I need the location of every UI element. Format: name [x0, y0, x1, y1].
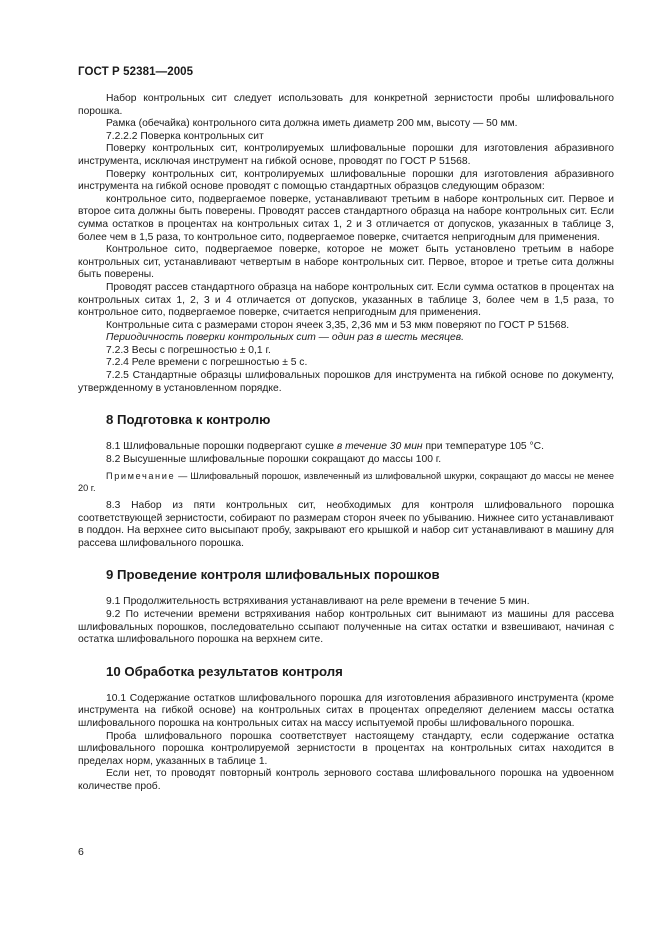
document-body	[78, 93, 614, 794]
note	[78, 471, 614, 495]
paragraph: 9.1 Продолжительность встряхивания устанавливают на реле времени в течение 5 мин.	[106, 596, 530, 608]
paragraph: Контрольное сито, подвергаемое поверке, которое не может быть установлено третьим в наборе контрольных сит, устанавливают четвертым в наборе контрольных сит. Первое, второе и третье сита должны быть поверены.	[78, 244, 614, 281]
note-text: — Шлифовальный порошок, извлеченный из шлифовальной шкурки, сокращают до массы не менее 20 г.	[78, 471, 614, 494]
paragraph: Если нет, то проводят повторный контроль зернового состава шлифовального порошка на удвоенном количестве проб.	[78, 768, 614, 792]
paragraph: 8.2 Высушенные шлифовальные порошки сокращают до массы 100 г.	[106, 453, 442, 465]
paragraph: 10.1 Содержание остатков шлифовального порошка для изготовления абразивного инструмента (кроме инструмента на гибкой основе) на контрольных ситах в процентах определяют делением массы остатка шлифовального порошка на контрольных ситах на массу испытуемой пробы шлифовального порошка.	[78, 692, 614, 729]
paragraph: 7.2.3 Весы с погрешностью ± 0,1 г.	[106, 344, 271, 356]
paragraph: контрольное сито, подвергаемое поверке, устанавливают третьим в наборе контрольных сит. Первое и второе сита должны быть поверены. Проводят рассев стандартного образца на наборе контрольных сит. Если сумма остатков в процентах на контрольных ситах 1, 2 и 3 отличается от допусков, указанных в таблице 3, более чем в 1,5 раза, то контрольное сито, подвергаемое поверке, считается непригодным для применения.	[78, 193, 614, 243]
paragraph: Поверку контрольных сит, контролируемых шлифовальные порошки для изготовления абразивного инструмента, исключая инструмент на гибкой основе, проводят по ГОСТ Р 51568.	[78, 143, 614, 167]
section-10-title: 10 Обработка результатов контроля	[106, 663, 343, 679]
paragraph	[78, 441, 614, 454]
page-number: 6	[78, 846, 84, 858]
paragraph: 7.2.5 Стандартные образцы шлифовальных порошков для инструмента на гибкой основе по документу, утвержденному в установленном порядке.	[78, 370, 614, 394]
paragraph: 8.3 Набор из пяти контрольных сит, необходимых для контроля шлифовального порошка соответствующей зернистости, собирают по размерам сторон ячеек по убыванию. Нижнее сито устанавливают в поддон. На верхнее сито высыпают пробу, закрывают его крышкой и набор сит устанавливают в машину для рассева шлифовального порошка.	[78, 500, 614, 549]
paragraph: Проба шлифовального порошка соответствует настоящему стандарту, если содержание остатка шлифовального порошка контролируемой зернистости в процентах на контрольных ситах находится в пределах норм, указанных в таблице 1.	[78, 730, 614, 767]
text-span: 8.1 Шлифовальные порошки подвергают сушке	[106, 441, 337, 453]
paragraph: Контрольные сита с размерами сторон ячеек 3,35, 2,36 мм и 53 мкм поверяют по ГОСТ Р 51568.	[106, 319, 570, 331]
paragraph: 9.2 По истечении времени встряхивания набор контрольных сит вынимают из машины для рассева шлифовальных порошков, последовательно ссыпают полученные на ситах остатки и взвешивают, начиная с остатка шлифовального порошка на верхнем сите.	[78, 609, 614, 646]
paragraph: Набор контрольных сит следует использовать для конкретной зернистости пробы шлифовального порошка.	[78, 93, 614, 117]
paragraph: Проводят рассев стандартного образца на наборе контрольных сит. Если сумма остатков в процентах на контрольных ситах 1, 2, 3 и 4 отличается от допусков, указанных в таблице 3, более чем в 1,5 раза, то контрольное сито, подвергаемое поверке, считается непригодным для применения.	[78, 281, 614, 319]
section-8-title: 8 Подготовка к контролю	[106, 412, 271, 428]
paragraph: Поверку контрольных сит, контролируемых шлифовальные порошки для изготовления абразивного инструмента на гибкой основе проводят с помощью стандартных образцов следующим образом:	[78, 168, 614, 193]
section-9-title: 9 Проведение контроля шлифовальных порошков	[106, 567, 440, 583]
paragraph: 7.2.4 Реле времени с погрешностью ± 5 с.	[106, 357, 308, 369]
text-span: при температуре 105 °С.	[422, 441, 544, 453]
periodicity-text: Периодичность поверки контрольных сит — один раз в шесть месяцев.	[106, 332, 464, 344]
document-header: ГОСТ Р 52381—2005	[78, 66, 194, 78]
note-label: Примечание	[106, 471, 176, 482]
clause-heading: 7.2.2.2 Поверка контрольных сит	[106, 130, 264, 142]
italic-span: в течение 30 мин	[336, 441, 423, 453]
paragraph: Рамка (обечайка) контрольного сита должна иметь диаметр 200 мм, высоту — 50 мм.	[106, 118, 518, 130]
paragraph-italic	[78, 332, 614, 345]
